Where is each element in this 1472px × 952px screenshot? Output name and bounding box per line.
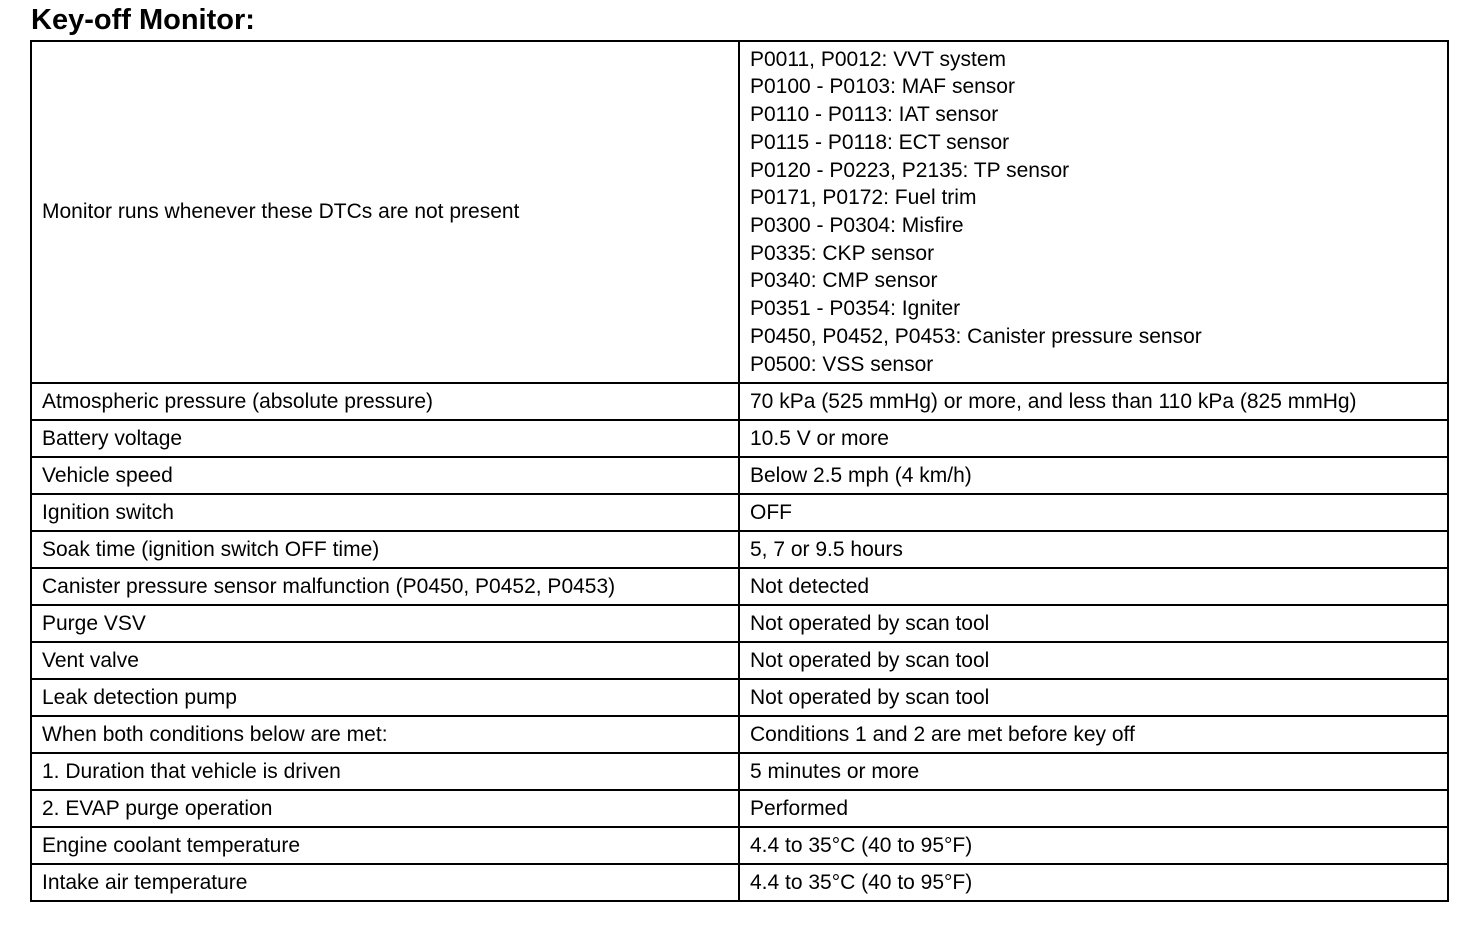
value-cell: Below 2.5 mph (4 km/h): [739, 457, 1448, 494]
dtc-list-cell: [739, 41, 1448, 383]
condition-cell: Ignition switch: [31, 494, 739, 531]
table-row-dtc-list: [31, 41, 1448, 383]
value-cell: 10.5 V or more: [739, 420, 1448, 457]
value-cell: Not operated by scan tool: [739, 679, 1448, 716]
condition-cell: Atmospheric pressure (absolute pressure): [31, 383, 739, 420]
condition-cell: Engine coolant temperature: [31, 827, 739, 864]
condition-cell: When both conditions below are met:: [31, 716, 739, 753]
table-row: [31, 383, 1448, 420]
table-row: [31, 494, 1448, 531]
dtc-line: P0335: CKP sensor: [750, 241, 935, 265]
condition-cell: Soak time (ignition switch OFF time): [31, 531, 739, 568]
key-off-monitor-table: [30, 40, 1449, 902]
condition-cell: Vent valve: [31, 642, 739, 679]
value-cell: Not detected: [739, 568, 1448, 605]
value-cell: Not operated by scan tool: [739, 605, 1448, 642]
dtc-line: P0450, P0452, P0453: Canister pressure sensor: [750, 324, 1202, 348]
value-cell: 5, 7 or 9.5 hours: [739, 531, 1448, 568]
condition-cell: Leak detection pump: [31, 679, 739, 716]
table-row: [31, 679, 1448, 716]
table-row: [31, 716, 1448, 753]
value-cell: 4.4 to 35°C (40 to 95°F): [739, 864, 1448, 901]
table-row: [31, 531, 1448, 568]
dtc-line: P0110 - P0113: IAT sensor: [750, 103, 999, 127]
value-cell: 70 kPa (525 mmHg) or more, and less than 110 kPa (825 mmHg): [739, 383, 1448, 420]
dtc-line: P0100 - P0103: MAF sensor: [750, 75, 1015, 99]
value-cell: 5 minutes or more: [739, 753, 1448, 790]
value-cell: Conditions 1 and 2 are met before key off: [739, 716, 1448, 753]
page-title: Key-off Monitor:: [31, 4, 255, 36]
dtc-line: P0011, P0012: VVT system: [750, 47, 1007, 71]
value-cell: OFF: [739, 494, 1448, 531]
condition-cell: Intake air temperature: [31, 864, 739, 901]
table-row: [31, 420, 1448, 457]
table-row: [31, 457, 1448, 494]
value-cell: Performed: [739, 790, 1448, 827]
dtc-line: P0115 - P0118: ECT sensor: [750, 130, 1010, 154]
table-row: [31, 790, 1448, 827]
condition-cell: Monitor runs whenever these DTCs are not present: [31, 41, 739, 383]
dtc-line: P0351 - P0354: Igniter: [750, 297, 961, 321]
table-row: [31, 753, 1448, 790]
table-row: [31, 827, 1448, 864]
condition-cell: Battery voltage: [31, 420, 739, 457]
value-cell: Not operated by scan tool: [739, 642, 1448, 679]
table-row: [31, 864, 1448, 901]
condition-cell: 2. EVAP purge operation: [31, 790, 739, 827]
dtc-line: P0340: CMP sensor: [750, 269, 938, 293]
value-cell: 4.4 to 35°C (40 to 95°F): [739, 827, 1448, 864]
condition-cell: 1. Duration that vehicle is driven: [31, 753, 739, 790]
dtc-line: P0171, P0172: Fuel trim: [750, 186, 977, 210]
condition-cell: Vehicle speed: [31, 457, 739, 494]
table-row: [31, 642, 1448, 679]
condition-cell: Purge VSV: [31, 605, 739, 642]
dtc-line: P0300 - P0304: Misfire: [750, 214, 964, 237]
table-row: [31, 568, 1448, 605]
dtc-line: P0120 - P0223, P2135: TP sensor: [750, 158, 1070, 182]
dtc-line: P0500: VSS sensor: [750, 352, 934, 376]
table-row: [31, 605, 1448, 642]
condition-cell: Canister pressure sensor malfunction (P0450, P0452, P0453): [31, 568, 739, 605]
